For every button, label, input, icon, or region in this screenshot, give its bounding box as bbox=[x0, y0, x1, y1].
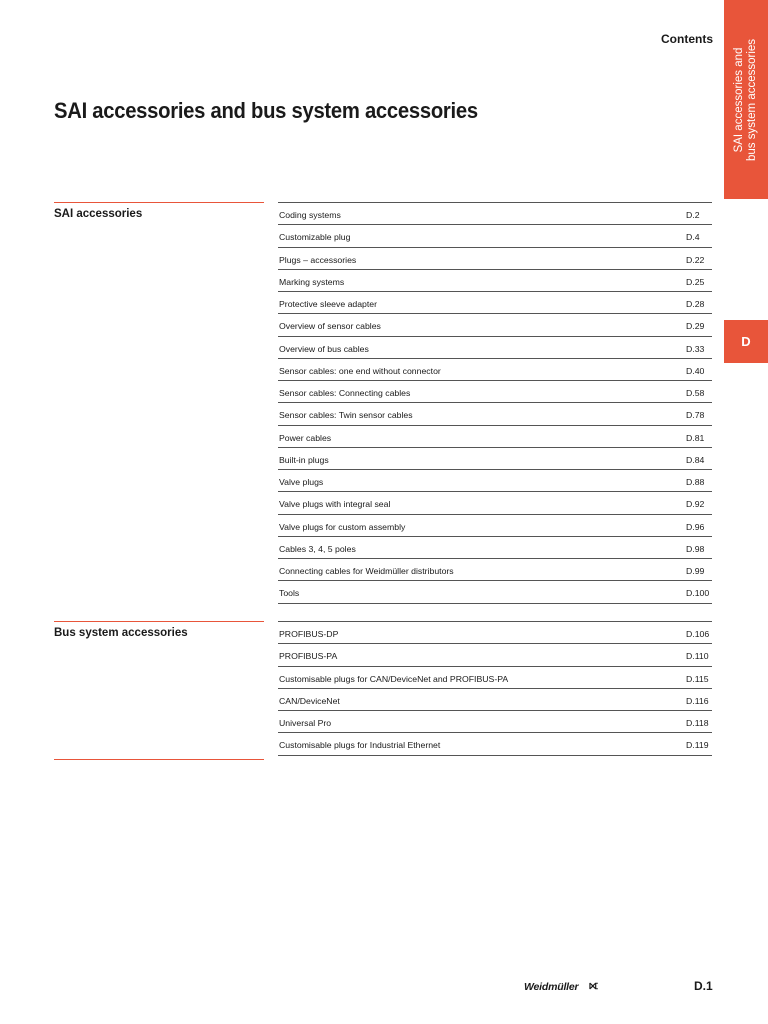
toc-group-end-rule bbox=[54, 759, 264, 760]
toc-entry-list bbox=[278, 621, 712, 756]
toc-entry-title: Valve plugs for custom assembly bbox=[279, 521, 406, 532]
toc-row[interactable] bbox=[278, 380, 712, 402]
toc-list-end-rule bbox=[278, 755, 712, 756]
toc-entry-title: Built-in plugs bbox=[279, 454, 329, 465]
side-tab-line-1: SAI accessories and bbox=[733, 47, 745, 153]
toc-row[interactable] bbox=[278, 536, 712, 558]
toc-entry-page: D.96 bbox=[686, 521, 705, 532]
toc-entry-title: Valve plugs bbox=[279, 477, 324, 487]
toc-row[interactable] bbox=[278, 558, 712, 580]
toc-row[interactable] bbox=[278, 247, 712, 269]
toc-entry-page: D.99 bbox=[686, 566, 705, 576]
toc-row[interactable] bbox=[278, 688, 712, 710]
toc-row[interactable] bbox=[278, 269, 712, 291]
toc-entry-title: Marking systems bbox=[279, 276, 345, 287]
toc-row[interactable] bbox=[278, 224, 712, 246]
toc-row[interactable] bbox=[278, 732, 712, 754]
toc-entry-title: Universal Pro bbox=[279, 718, 332, 728]
toc-row[interactable] bbox=[278, 447, 712, 469]
side-tab-line-2: bus system accessories bbox=[746, 38, 758, 162]
toc-entry-page: D.110 bbox=[686, 651, 709, 662]
toc-row[interactable] bbox=[278, 358, 712, 380]
toc-entry-page: D.88 bbox=[686, 477, 705, 487]
toc-entry-title: Sensor cables: one end without connector bbox=[279, 365, 441, 376]
toc-row[interactable] bbox=[278, 291, 712, 313]
toc-entry-page: D.58 bbox=[686, 388, 705, 398]
toc-list-end-rule bbox=[278, 603, 712, 604]
toc-entry-page: D.29 bbox=[686, 321, 705, 332]
toc-entry-title: Plugs – accessories bbox=[279, 254, 357, 265]
toc-entry-title: Customisable plugs for CAN/DeviceNet and PROFIBUS-PA bbox=[279, 673, 509, 684]
toc-entry-page: D.25 bbox=[686, 276, 705, 287]
toc-entry-title: Coding systems bbox=[279, 210, 341, 220]
toc-entry-page: D.119 bbox=[686, 740, 709, 751]
toc-entry-title: Overview of sensor cables bbox=[279, 321, 381, 332]
toc-entry-title: Overview of bus cables bbox=[279, 343, 369, 354]
toc-entry-page: D.100 bbox=[686, 588, 710, 599]
toc-entry-page: D.78 bbox=[686, 410, 705, 421]
toc-entry-title: Tools bbox=[279, 588, 300, 599]
toc-row[interactable] bbox=[278, 621, 712, 643]
toc-entry-title: PROFIBUS-DP bbox=[279, 629, 339, 639]
toc-entry-title: Sensor cables: Connecting cables bbox=[279, 388, 411, 398]
toc-row[interactable] bbox=[278, 710, 712, 732]
toc-entry-page: D.84 bbox=[686, 454, 705, 465]
toc-entry-page: D.106 bbox=[686, 629, 710, 639]
toc-row[interactable] bbox=[278, 469, 712, 491]
toc-entry-page: D.116 bbox=[686, 695, 709, 706]
toc-entry-page: D.28 bbox=[686, 299, 705, 309]
toc-row[interactable] bbox=[278, 580, 712, 602]
toc-row[interactable] bbox=[278, 336, 712, 358]
side-tab-text bbox=[733, 39, 759, 161]
toc-entry-page: D.2 bbox=[686, 210, 700, 220]
toc-entry-title: Protective sleeve adapter bbox=[279, 299, 378, 309]
toc-entry-title: PROFIBUS-PA bbox=[279, 651, 338, 662]
toc-entry-page: D.33 bbox=[686, 343, 705, 354]
toc-entry-title: CAN/DeviceNet bbox=[279, 695, 340, 706]
toc-entry-title: Connecting cables for Weidmüller distributors bbox=[279, 566, 454, 576]
toc-row[interactable] bbox=[278, 491, 712, 513]
toc-group-label: SAI accessories bbox=[54, 202, 264, 220]
toc-entry-title: Customisable plugs for Industrial Ethernet bbox=[279, 740, 441, 751]
toc-entry-title: Sensor cables: Twin sensor cables bbox=[279, 410, 413, 421]
toc-entry-title: Valve plugs with integral seal bbox=[279, 499, 391, 510]
side-chapter-tab[interactable] bbox=[724, 0, 768, 199]
toc-entry-page: D.98 bbox=[686, 543, 705, 554]
header-contents-label: Contents bbox=[661, 32, 713, 46]
toc-row[interactable] bbox=[278, 514, 712, 536]
toc-row[interactable] bbox=[278, 643, 712, 665]
page-number: D.1 bbox=[694, 979, 713, 993]
toc-entry-page: D.4 bbox=[686, 232, 700, 243]
toc-entry-title: Customizable plug bbox=[279, 232, 351, 243]
toc-row[interactable] bbox=[278, 425, 712, 447]
toc-row[interactable] bbox=[278, 402, 712, 424]
toc-entry-list bbox=[278, 202, 712, 604]
toc-entry-page: D.81 bbox=[686, 432, 705, 443]
toc-entry-page: D.115 bbox=[686, 673, 709, 684]
toc-row[interactable] bbox=[278, 202, 712, 224]
toc-group-label: Bus system accessories bbox=[54, 621, 264, 639]
toc-entry-page: D.118 bbox=[686, 718, 709, 728]
toc-row[interactable] bbox=[278, 313, 712, 335]
toc-entry-title: Power cables bbox=[279, 432, 332, 443]
weidmuller-logo-icon: ⟖ bbox=[589, 978, 599, 992]
toc-row[interactable] bbox=[278, 666, 712, 688]
toc-entry-page: D.92 bbox=[686, 499, 705, 510]
toc-entry-page: D.22 bbox=[686, 254, 705, 265]
toc-entry-page: D.40 bbox=[686, 365, 705, 376]
weidmuller-logo-text: Weidmüller bbox=[524, 981, 579, 993]
toc-entry-title: Cables 3, 4, 5 poles bbox=[279, 543, 356, 554]
section-letter-tab[interactable]: D bbox=[724, 320, 768, 363]
page-title: SAI accessories and bus system accessories bbox=[54, 98, 478, 123]
